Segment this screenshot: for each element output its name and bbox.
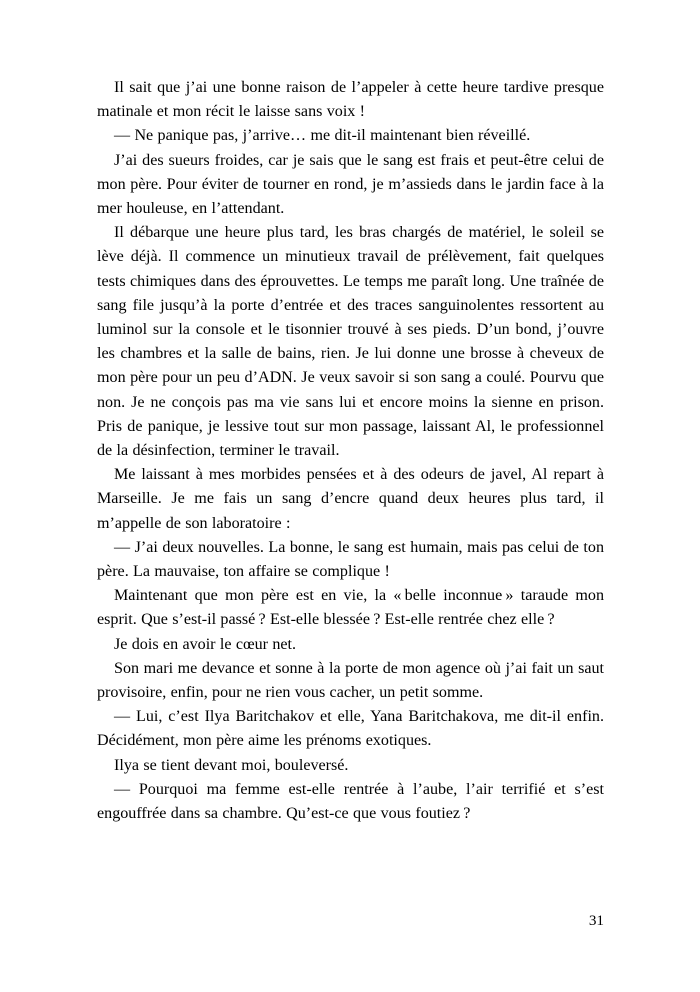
paragraph: — Pourquoi ma femme est-elle rentrée à l’aube, l’air terrifié et s’est engouffrée dans sa chambre. Qu’est-ce que vous foutiez ? bbox=[97, 780, 604, 823]
page-number: 31 bbox=[588, 912, 604, 929]
paragraph: Il débarque une heure plus tard, les bras chargés de matériel, le soleil se lève déjà. Il commence un minutieux travail de prélèvement, fait quelques tests chimiques dans des éprouvettes. Le temps me paraît long. Une traînée de sang file jusqu’à la porte d’entrée et des traces sanguinolentes ressortent au luminol sur la console et le tisonnier trouvé à ses pieds. D’un bond, j’ouvre les chambres et la salle de bains, rien. Je lui donne une brosse à cheveux de mon père pour un peu d’ADN. Je veux savoir si son sang a coulé. Pourvu que non. Je ne conçois pas ma vie sans lui et encore moins la sienne en prison. Pris de panique, je lessive tout sur mon passage, laissant Al, le professionnel de la désinfection, terminer le travail. bbox=[97, 224, 604, 460]
body-text bbox=[97, 76, 604, 826]
paragraph: Je dois en avoir le cœur net. bbox=[114, 635, 297, 653]
paragraph: Me laissant à mes morbides pensées et à des odeurs de javel, Al repart à Marseille. Je me fais un sang d’encre quand deux heures plus tard, il m’appelle de son laboratoire : bbox=[97, 466, 604, 532]
paragraph: — Ne panique pas, j’arrive… me dit-il maintenant bien réveillé. bbox=[114, 127, 531, 145]
paragraph: Maintenant que mon père est en vie, la « belle inconnue » taraude mon esprit. Que s’est-il passé ? Est-elle blessée ? Est-elle rentrée chez elle ? bbox=[97, 587, 604, 629]
paragraph: Il sait que j’ai une bonne raison de l’appeler à cette heure tardive presque matinale et mon récit le laisse sans voix ! bbox=[97, 79, 604, 121]
paragraph: — J’ai deux nouvelles. La bonne, le sang est humain, mais pas celui de ton père. La mauvaise, ton affaire se complique ! bbox=[97, 538, 604, 581]
paragraph: Son mari me devance et sonne à la porte de mon agence où j’ai fait un saut provisoire, enfin, pour ne rien vous cacher, un petit somme. bbox=[97, 659, 604, 702]
paragraph: Ilya se tient devant moi, bouleversé. bbox=[114, 756, 349, 774]
paragraph: — Lui, c’est Ilya Baritchakov et elle, Yana Baritchakova, me dit-il enfin. Décidément, mon père aime les prénoms exotiques. bbox=[97, 708, 604, 750]
paragraph: J’ai des sueurs froides, car je sais que le sang est frais et peut-être celui de mon père. Pour éviter de tourner en rond, je m’assieds dans le jardin face à la mer houleuse, en l’attendant. bbox=[97, 151, 604, 218]
